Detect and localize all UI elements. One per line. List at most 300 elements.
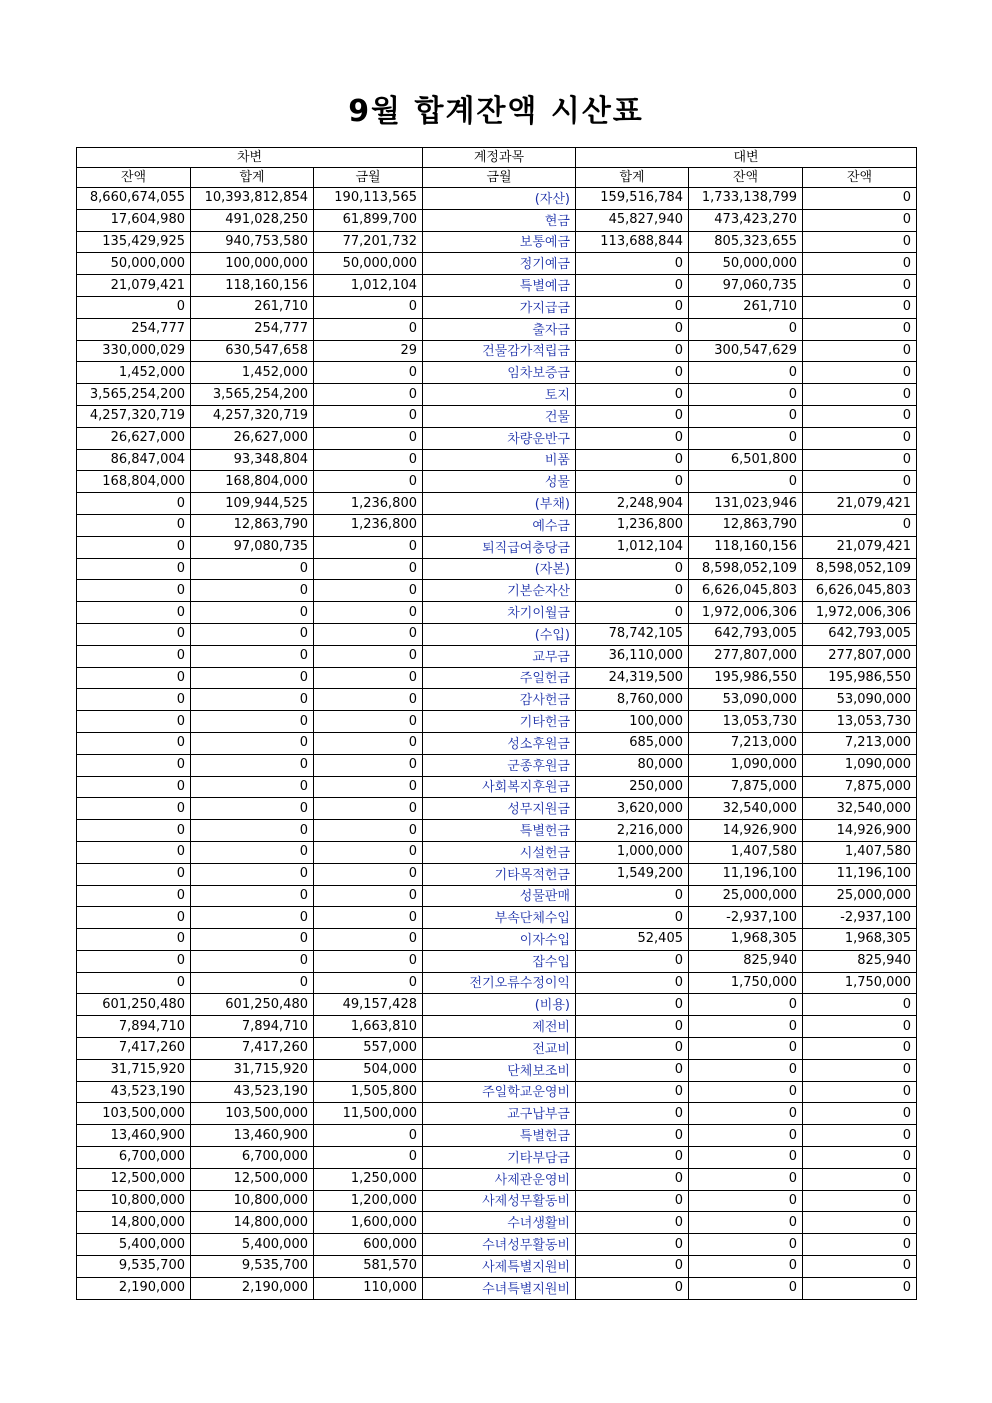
cell-debit-month: 190,113,565 — [314, 188, 423, 210]
cell-credit-balance: 7,213,000 — [689, 732, 803, 754]
cell-debit-total: 630,547,658 — [191, 340, 314, 362]
cell-account-name: 토지 — [423, 384, 576, 406]
cell-credit-total: 0 — [576, 1016, 689, 1038]
cell-credit-balance: 7,875,000 — [689, 776, 803, 798]
cell-debit-total: 118,160,156 — [191, 275, 314, 297]
cell-credit-total: 80,000 — [576, 754, 689, 776]
cell-credit-balance: 195,986,550 — [689, 667, 803, 689]
cell-credit-balance: 0 — [689, 1147, 803, 1169]
cell-debit-month: 600,000 — [314, 1234, 423, 1256]
cell-credit-total: 0 — [576, 950, 689, 972]
table-row — [77, 318, 917, 340]
cell-credit-balance: 261,710 — [689, 296, 803, 318]
cell-debit-balance: 14,800,000 — [77, 1212, 191, 1234]
cell-debit-balance: 0 — [77, 929, 191, 951]
cell-debit-month: 0 — [314, 558, 423, 580]
cell-credit-balance-2: 825,940 — [803, 950, 917, 972]
cell-account-name: 시설헌금 — [423, 841, 576, 863]
cell-debit-balance: 43,523,190 — [77, 1081, 191, 1103]
cell-debit-balance: 0 — [77, 776, 191, 798]
cell-debit-total: 0 — [191, 558, 314, 580]
table-row — [77, 1234, 917, 1256]
table-row — [77, 471, 917, 493]
cell-credit-balance-2: 1,968,305 — [803, 929, 917, 951]
cell-debit-balance: 10,800,000 — [77, 1190, 191, 1212]
cell-credit-balance: 0 — [689, 994, 803, 1016]
cell-credit-total: 0 — [576, 558, 689, 580]
cell-debit-month: 0 — [314, 972, 423, 994]
cell-debit-balance: 0 — [77, 732, 191, 754]
cell-credit-balance-2: 1,750,000 — [803, 972, 917, 994]
cell-credit-balance-2: 6,626,045,803 — [803, 580, 917, 602]
cell-credit-balance: 0 — [689, 1103, 803, 1125]
cell-debit-balance: 0 — [77, 863, 191, 885]
cell-debit-total: 5,400,000 — [191, 1234, 314, 1256]
cell-debit-total: 491,028,250 — [191, 209, 314, 231]
cell-credit-balance-2: 25,000,000 — [803, 885, 917, 907]
cell-account-name: 기타목적헌금 — [423, 863, 576, 885]
cell-debit-month: 0 — [314, 362, 423, 384]
cell-credit-total: 0 — [576, 1277, 689, 1299]
cell-credit-balance: 0 — [689, 1168, 803, 1190]
cell-debit-balance: 103,500,000 — [77, 1103, 191, 1125]
cell-debit-total: 14,800,000 — [191, 1212, 314, 1234]
cell-credit-total: 0 — [576, 1168, 689, 1190]
cell-credit-balance-2: 32,540,000 — [803, 798, 917, 820]
cell-debit-month: 581,570 — [314, 1256, 423, 1278]
cell-credit-balance-2: 0 — [803, 994, 917, 1016]
cell-debit-balance: 0 — [77, 602, 191, 624]
cell-credit-total: 0 — [576, 994, 689, 1016]
cell-account-name: 사제관운영비 — [423, 1168, 576, 1190]
cell-account-name: 성무지원금 — [423, 798, 576, 820]
cell-debit-month: 110,000 — [314, 1277, 423, 1299]
cell-credit-total: 0 — [576, 972, 689, 994]
cell-debit-balance: 0 — [77, 820, 191, 842]
table-row — [77, 1059, 917, 1081]
header-column-row — [77, 168, 917, 188]
table-row — [77, 667, 917, 689]
table-row — [77, 231, 917, 253]
cell-debit-month: 0 — [314, 1125, 423, 1147]
cell-credit-balance: 0 — [689, 362, 803, 384]
cell-credit-total: 0 — [576, 1212, 689, 1234]
header-account-month: 금월 — [423, 168, 576, 188]
cell-credit-balance: 0 — [689, 1234, 803, 1256]
cell-credit-balance-2: 0 — [803, 1212, 917, 1234]
cell-account-name: 수녀성무활동비 — [423, 1234, 576, 1256]
cell-debit-total: 0 — [191, 841, 314, 863]
cell-credit-balance-2: 0 — [803, 427, 917, 449]
cell-credit-balance-2: 1,090,000 — [803, 754, 917, 776]
cell-debit-total: 100,000,000 — [191, 253, 314, 275]
cell-debit-total: 0 — [191, 820, 314, 842]
cell-debit-month: 1,505,800 — [314, 1081, 423, 1103]
cell-credit-balance-2: 0 — [803, 1125, 917, 1147]
cell-credit-total: 0 — [576, 253, 689, 275]
cell-credit-balance: 300,547,629 — [689, 340, 803, 362]
cell-debit-total: 940,753,580 — [191, 231, 314, 253]
cell-credit-total: 0 — [576, 907, 689, 929]
cell-credit-balance: 13,053,730 — [689, 711, 803, 733]
cell-credit-total: 78,742,105 — [576, 623, 689, 645]
cell-debit-balance: 0 — [77, 623, 191, 645]
cell-credit-total: 0 — [576, 580, 689, 602]
cell-account-name: 기타부담금 — [423, 1147, 576, 1169]
cell-credit-balance-2: 277,807,000 — [803, 645, 917, 667]
cell-credit-balance-2: 7,875,000 — [803, 776, 917, 798]
cell-account-name: 전기오류수정이익 — [423, 972, 576, 994]
table-row — [77, 384, 917, 406]
cell-debit-total: 0 — [191, 689, 314, 711]
header-account: 계정과목 — [423, 148, 576, 168]
cell-account-name: 차량운반구 — [423, 427, 576, 449]
cell-credit-balance: 0 — [689, 471, 803, 493]
cell-account-name: 임차보증금 — [423, 362, 576, 384]
table-row — [77, 1147, 917, 1169]
cell-debit-total: 4,257,320,719 — [191, 405, 314, 427]
cell-account-name: 사제성무활동비 — [423, 1190, 576, 1212]
cell-credit-balance: 0 — [689, 1212, 803, 1234]
cell-debit-month: 11,500,000 — [314, 1103, 423, 1125]
table-row — [77, 929, 917, 951]
cell-debit-total: 109,944,525 — [191, 493, 314, 515]
cell-debit-balance: 7,417,260 — [77, 1038, 191, 1060]
cell-debit-total: 0 — [191, 798, 314, 820]
cell-debit-balance: 50,000,000 — [77, 253, 191, 275]
cell-credit-balance: 0 — [689, 1059, 803, 1081]
cell-debit-total: 26,627,000 — [191, 427, 314, 449]
cell-debit-balance: 0 — [77, 493, 191, 515]
cell-debit-balance: 168,804,000 — [77, 471, 191, 493]
cell-debit-balance: 0 — [77, 711, 191, 733]
table-row — [77, 1212, 917, 1234]
cell-account-name: (자본) — [423, 558, 576, 580]
table-row — [77, 405, 917, 427]
cell-account-name: (부채) — [423, 493, 576, 515]
cell-debit-month: 1,250,000 — [314, 1168, 423, 1190]
cell-credit-balance: -2,937,100 — [689, 907, 803, 929]
cell-credit-total: 250,000 — [576, 776, 689, 798]
cell-debit-total: 254,777 — [191, 318, 314, 340]
cell-debit-month: 557,000 — [314, 1038, 423, 1060]
table-row — [77, 1038, 917, 1060]
cell-debit-total: 0 — [191, 623, 314, 645]
cell-credit-balance-2: 0 — [803, 340, 917, 362]
cell-debit-month: 0 — [314, 536, 423, 558]
cell-credit-total: 0 — [576, 1147, 689, 1169]
table-row — [77, 841, 917, 863]
cell-account-name: 전교비 — [423, 1038, 576, 1060]
table-row — [77, 514, 917, 536]
cell-credit-total: 100,000 — [576, 711, 689, 733]
cell-debit-month: 77,201,732 — [314, 231, 423, 253]
cell-account-name: 특별예금 — [423, 275, 576, 297]
table-body — [77, 188, 917, 1300]
cell-account-name: 주일헌금 — [423, 667, 576, 689]
table-row — [77, 1016, 917, 1038]
table-row — [77, 994, 917, 1016]
cell-credit-balance: 53,090,000 — [689, 689, 803, 711]
cell-credit-total: 24,319,500 — [576, 667, 689, 689]
cell-credit-balance-2: 0 — [803, 231, 917, 253]
cell-debit-total: 0 — [191, 972, 314, 994]
cell-debit-balance: 0 — [77, 580, 191, 602]
cell-debit-month: 1,200,000 — [314, 1190, 423, 1212]
table-row — [77, 1256, 917, 1278]
cell-credit-balance-2: 0 — [803, 296, 917, 318]
cell-account-name: 단체보조비 — [423, 1059, 576, 1081]
table-row — [77, 296, 917, 318]
cell-debit-balance: 13,460,900 — [77, 1125, 191, 1147]
cell-debit-month: 0 — [314, 427, 423, 449]
cell-credit-balance: 0 — [689, 1190, 803, 1212]
cell-debit-month: 0 — [314, 820, 423, 842]
cell-debit-month: 0 — [314, 384, 423, 406]
cell-account-name: 교구납부금 — [423, 1103, 576, 1125]
cell-credit-balance-2: 0 — [803, 514, 917, 536]
cell-debit-month: 0 — [314, 580, 423, 602]
cell-credit-balance-2: 0 — [803, 188, 917, 210]
cell-account-name: 특별헌금 — [423, 820, 576, 842]
table-row — [77, 689, 917, 711]
cell-credit-balance: 1,968,305 — [689, 929, 803, 951]
cell-debit-balance: 21,079,421 — [77, 275, 191, 297]
cell-credit-balance: 1,750,000 — [689, 972, 803, 994]
cell-debit-month: 61,899,700 — [314, 209, 423, 231]
cell-debit-balance: 0 — [77, 667, 191, 689]
cell-credit-total: 52,405 — [576, 929, 689, 951]
cell-credit-balance: 805,323,655 — [689, 231, 803, 253]
table-row — [77, 558, 917, 580]
header-credit-balance: 잔액 — [689, 168, 803, 188]
cell-credit-balance-2: 0 — [803, 1059, 917, 1081]
cell-debit-total: 0 — [191, 950, 314, 972]
cell-account-name: 예수금 — [423, 514, 576, 536]
table-row — [77, 449, 917, 471]
cell-account-name: 현금 — [423, 209, 576, 231]
table-row — [77, 536, 917, 558]
cell-debit-balance: 5,400,000 — [77, 1234, 191, 1256]
cell-credit-balance-2: 0 — [803, 209, 917, 231]
cell-credit-balance: 32,540,000 — [689, 798, 803, 820]
cell-credit-balance: 0 — [689, 318, 803, 340]
cell-credit-balance-2: 0 — [803, 405, 917, 427]
cell-credit-balance: 12,863,790 — [689, 514, 803, 536]
cell-credit-balance-2: 0 — [803, 1081, 917, 1103]
cell-debit-total: 7,894,710 — [191, 1016, 314, 1038]
cell-account-name: 사회복지후원금 — [423, 776, 576, 798]
cell-credit-balance: 97,060,735 — [689, 275, 803, 297]
table-row — [77, 1190, 917, 1212]
cell-credit-total: 0 — [576, 449, 689, 471]
cell-credit-total: 0 — [576, 1103, 689, 1125]
cell-debit-balance: 86,847,004 — [77, 449, 191, 471]
cell-credit-balance-2: 21,079,421 — [803, 493, 917, 515]
cell-debit-balance: 3,565,254,200 — [77, 384, 191, 406]
cell-debit-total: 7,417,260 — [191, 1038, 314, 1060]
cell-credit-balance: 642,793,005 — [689, 623, 803, 645]
cell-credit-total: 0 — [576, 384, 689, 406]
cell-debit-month: 0 — [314, 471, 423, 493]
table-row — [77, 1125, 917, 1147]
cell-debit-total: 13,460,900 — [191, 1125, 314, 1147]
cell-account-name: 교무금 — [423, 645, 576, 667]
cell-debit-balance: 0 — [77, 907, 191, 929]
cell-debit-month: 49,157,428 — [314, 994, 423, 1016]
cell-credit-total: 1,549,200 — [576, 863, 689, 885]
header-group-row — [77, 148, 917, 168]
header-debit: 차변 — [77, 148, 423, 168]
cell-account-name: 군종후원금 — [423, 754, 576, 776]
cell-debit-total: 31,715,920 — [191, 1059, 314, 1081]
cell-credit-total: 0 — [576, 1059, 689, 1081]
cell-credit-balance: 0 — [689, 1038, 803, 1060]
cell-credit-balance: 0 — [689, 1016, 803, 1038]
cell-account-name: 보통예금 — [423, 231, 576, 253]
table-row — [77, 798, 917, 820]
cell-account-name: (수입) — [423, 623, 576, 645]
cell-credit-balance: 6,626,045,803 — [689, 580, 803, 602]
table-row — [77, 340, 917, 362]
cell-debit-total: 10,393,812,854 — [191, 188, 314, 210]
cell-account-name: 비품 — [423, 449, 576, 471]
cell-credit-total: 0 — [576, 602, 689, 624]
cell-debit-total: 0 — [191, 667, 314, 689]
cell-debit-balance: 0 — [77, 950, 191, 972]
table-row — [77, 253, 917, 275]
cell-credit-balance: 0 — [689, 384, 803, 406]
cell-credit-balance-2: 0 — [803, 362, 917, 384]
table-row — [77, 863, 917, 885]
cell-credit-balance: 0 — [689, 1125, 803, 1147]
cell-debit-balance: 0 — [77, 536, 191, 558]
cell-debit-balance: 17,604,980 — [77, 209, 191, 231]
cell-debit-month: 0 — [314, 645, 423, 667]
cell-credit-balance: 1,407,580 — [689, 841, 803, 863]
cell-debit-month: 0 — [314, 449, 423, 471]
cell-debit-month: 0 — [314, 318, 423, 340]
cell-debit-total: 1,452,000 — [191, 362, 314, 384]
table-row — [77, 580, 917, 602]
cell-debit-total: 3,565,254,200 — [191, 384, 314, 406]
table-row — [77, 1103, 917, 1125]
cell-debit-month: 0 — [314, 841, 423, 863]
cell-credit-balance-2: 11,196,100 — [803, 863, 917, 885]
cell-credit-balance-2: 0 — [803, 318, 917, 340]
cell-credit-total: 0 — [576, 340, 689, 362]
cell-debit-total: 97,080,735 — [191, 536, 314, 558]
cell-debit-total: 12,500,000 — [191, 1168, 314, 1190]
cell-debit-month: 504,000 — [314, 1059, 423, 1081]
cell-debit-balance: 0 — [77, 754, 191, 776]
cell-account-name: 퇴직급여충당금 — [423, 536, 576, 558]
cell-debit-total: 43,523,190 — [191, 1081, 314, 1103]
cell-credit-total: 0 — [576, 318, 689, 340]
cell-credit-balance-2: 0 — [803, 1277, 917, 1299]
cell-credit-total: 3,620,000 — [576, 798, 689, 820]
table-row — [77, 362, 917, 384]
header-credit-total: 합계 — [576, 168, 689, 188]
cell-credit-balance: 277,807,000 — [689, 645, 803, 667]
cell-account-name: 출자금 — [423, 318, 576, 340]
cell-credit-total: 0 — [576, 362, 689, 384]
cell-account-name: 사제특별지원비 — [423, 1256, 576, 1278]
cell-credit-balance-2: 0 — [803, 471, 917, 493]
cell-debit-month: 0 — [314, 602, 423, 624]
cell-debit-total: 93,348,804 — [191, 449, 314, 471]
header-credit: 대변 — [576, 148, 917, 168]
cell-credit-total: 0 — [576, 1190, 689, 1212]
cell-debit-month: 0 — [314, 863, 423, 885]
cell-debit-balance: 135,429,925 — [77, 231, 191, 253]
cell-debit-month: 0 — [314, 885, 423, 907]
cell-debit-month: 0 — [314, 711, 423, 733]
table-row — [77, 602, 917, 624]
table-row — [77, 820, 917, 842]
cell-credit-balance: 14,926,900 — [689, 820, 803, 842]
cell-credit-balance: 1,972,006,306 — [689, 602, 803, 624]
cell-debit-total: 103,500,000 — [191, 1103, 314, 1125]
cell-account-name: 제전비 — [423, 1016, 576, 1038]
cell-debit-balance: 9,535,700 — [77, 1256, 191, 1278]
cell-account-name: 잡수입 — [423, 950, 576, 972]
cell-credit-balance-2: 0 — [803, 1256, 917, 1278]
cell-debit-total: 2,190,000 — [191, 1277, 314, 1299]
table-row — [77, 623, 917, 645]
table-row — [77, 1168, 917, 1190]
cell-account-name: (비용) — [423, 994, 576, 1016]
cell-debit-month: 0 — [314, 623, 423, 645]
cell-debit-balance: 0 — [77, 689, 191, 711]
cell-debit-month: 1,663,810 — [314, 1016, 423, 1038]
cell-debit-total: 0 — [191, 645, 314, 667]
cell-credit-balance: 25,000,000 — [689, 885, 803, 907]
cell-debit-balance: 6,700,000 — [77, 1147, 191, 1169]
cell-credit-balance: 0 — [689, 1277, 803, 1299]
cell-debit-total: 0 — [191, 863, 314, 885]
table-row — [77, 754, 917, 776]
cell-account-name: 기타헌금 — [423, 711, 576, 733]
cell-credit-balance: 1,090,000 — [689, 754, 803, 776]
cell-credit-total: 0 — [576, 885, 689, 907]
cell-account-name: 기본순자산 — [423, 580, 576, 602]
cell-account-name: 부속단체수입 — [423, 907, 576, 929]
table-row — [77, 1277, 917, 1299]
cell-debit-total: 0 — [191, 754, 314, 776]
cell-debit-total: 0 — [191, 885, 314, 907]
table-row — [77, 493, 917, 515]
cell-account-name: 감사헌금 — [423, 689, 576, 711]
cell-debit-balance: 26,627,000 — [77, 427, 191, 449]
cell-debit-month: 0 — [314, 950, 423, 972]
cell-credit-balance: 131,023,946 — [689, 493, 803, 515]
header-debit-total: 합계 — [191, 168, 314, 188]
cell-credit-total: 159,516,784 — [576, 188, 689, 210]
cell-credit-balance: 6,501,800 — [689, 449, 803, 471]
cell-credit-total: 1,236,800 — [576, 514, 689, 536]
cell-debit-month: 0 — [314, 689, 423, 711]
cell-debit-total: 10,800,000 — [191, 1190, 314, 1212]
table-row — [77, 776, 917, 798]
cell-credit-total: 0 — [576, 471, 689, 493]
cell-credit-balance-2: 7,213,000 — [803, 732, 917, 754]
cell-account-name: 성물판매 — [423, 885, 576, 907]
cell-account-name: 건물감가적립금 — [423, 340, 576, 362]
cell-credit-balance-2: 0 — [803, 1016, 917, 1038]
trial-balance-table — [76, 147, 917, 1300]
cell-account-name: 차기이월금 — [423, 602, 576, 624]
